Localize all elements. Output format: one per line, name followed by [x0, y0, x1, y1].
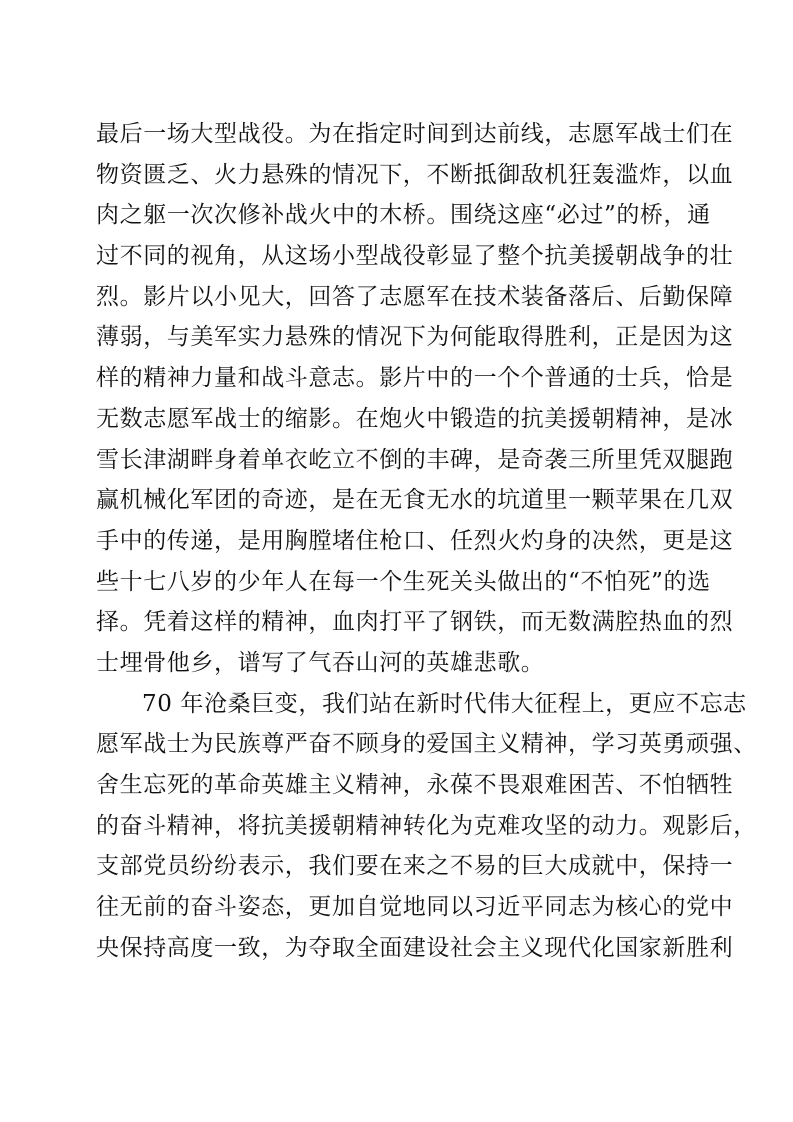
paragraph-start-line: 70 年沧桑巨变，我们站在新时代伟大征程上，更应不忘志: [142, 690, 747, 717]
text-line-1: 最后一场大型战役。为在指定时间到达前线，志愿军战士们在: [96, 121, 734, 147]
text-line-5: 烈。影片以小见大，回答了志愿军在技术装备落后、后勤保障: [96, 283, 734, 310]
text-line-3: 肉之躯一次次修补战火中的木桥。围绕这座“必过”的桥，通: [96, 202, 711, 229]
body-text: [96, 114, 757, 968]
text-line-13: 择。凭着这样的精神，血肉打平了钢铁，而无数满腔热血的烈: [96, 609, 734, 636]
text-line-2: 物资匮乏、火力悬殊的情况下，不断抵御敌机狂轰滥炸，以血: [96, 161, 734, 188]
text-line-4: 过不同的视角，从这场小型战役彰显了整个抗美援朝战争的壮: [96, 243, 734, 270]
text-line-14: 士埋骨他乡，谱写了气吞山河的英雄悲歌。: [96, 649, 545, 676]
text-line-17: 舍生忘死的革命英雄主义精神，永葆不畏艰难困苦、不怕牺牲: [96, 772, 734, 798]
text-line-9: 雪长津湖畔身着单衣屹立不倒的丰碑，是奇袭三所里凭双腿跑: [96, 446, 734, 473]
text-line-7: 样的精神力量和战斗意志。影片中的一个个普通的士兵，恰是: [96, 365, 734, 392]
text-line-8: 无数志愿军战士的缩影。在炮火中锻造的抗美援朝精神，是冰: [96, 405, 734, 432]
text-line-12: 些十七八岁的少年人在每一个生死关头做出的“不怕死”的选: [96, 568, 711, 595]
text-line-21: 央保持高度一致，为夺取全面建设社会主义现代化国家新胜利: [96, 934, 734, 961]
text-line-11: 手中的传递，是用胸膛堵住枪口、任烈火灼身的决然，更是这: [96, 527, 734, 554]
text-line-6: 薄弱，与美军实力悬殊的情况下为何能取得胜利，正是因为这: [96, 324, 734, 351]
text-line-16: 愿军战士为民族尊严奋不顾身的爱国主义精神，学习英勇顽强、: [96, 731, 757, 758]
text-line-19: 支部党员纷纷表示，我们要在来之不易的巨大成就中，保持一: [96, 853, 734, 880]
text-line-20: 往无前的奋斗姿态，更加自觉地同以习近平同志为核心的党中: [96, 894, 734, 921]
text-line-18: 的奋斗精神，将抗美援朝精神转化为克难攻坚的动力。观影后，: [96, 812, 757, 839]
text-line-10: 赢机械化军团的奇迹，是在无食无水的坑道里一颗苹果在几双: [96, 487, 734, 514]
